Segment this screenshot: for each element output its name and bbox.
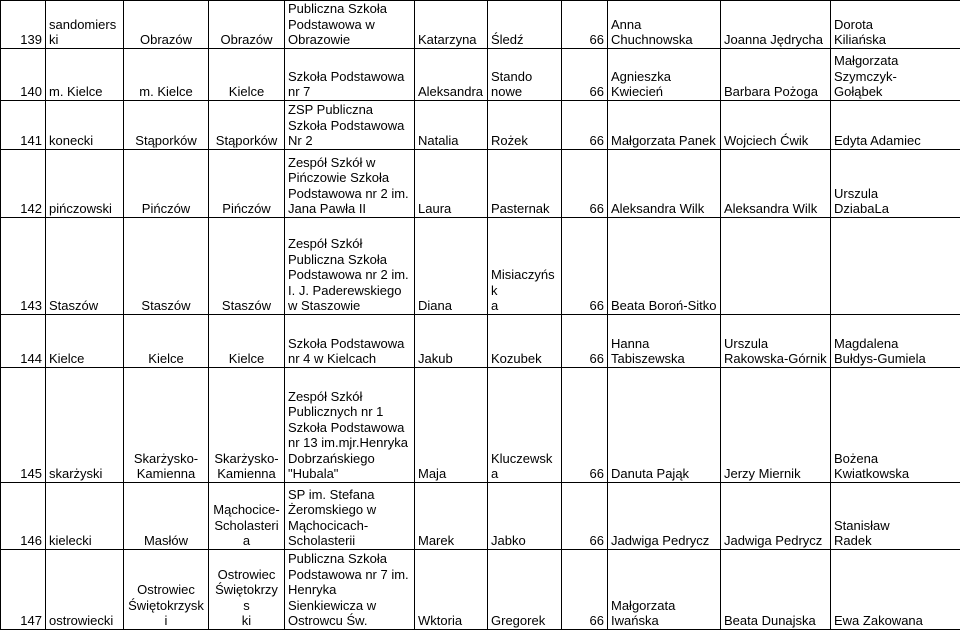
teacher-cell: Hanna Tabiszewska xyxy=(608,314,721,367)
teacher-cell: Dorota Kiliańska xyxy=(831,1,960,49)
table-row xyxy=(1,100,960,149)
teacher-cell: Barbara Pożoga xyxy=(721,48,831,100)
teacher-cell: Bożena Kwiatkowska xyxy=(831,367,960,482)
first-name-cell: Katarzyna xyxy=(415,1,488,49)
code-cell: 66 xyxy=(562,1,608,49)
code-cell: 66 xyxy=(562,314,608,367)
teacher-cell: Ewa Zakowana xyxy=(831,549,960,629)
table-row xyxy=(1,314,960,367)
town-cell: Skarżysko- Kamienna xyxy=(209,367,285,482)
town-cell: Stąporków xyxy=(209,100,285,149)
table-row xyxy=(1,482,960,549)
row-number: 141 xyxy=(1,100,46,149)
county-cell: Kielce xyxy=(46,314,124,367)
county-cell: m. Kielce xyxy=(46,48,124,100)
teacher-cell: Edyta Adamiec xyxy=(831,100,960,149)
table-row xyxy=(1,149,960,217)
county-cell: skarżyski xyxy=(46,367,124,482)
teacher-cell: Beata Dunajska xyxy=(721,549,831,629)
teacher-cell: Magdalena Bułdys-Gumiela xyxy=(831,314,960,367)
town-cell: Kielce xyxy=(209,48,285,100)
county-cell: pińczowski xyxy=(46,149,124,217)
first-name-cell: Diana xyxy=(415,217,488,314)
first-name-cell: Aleksandra xyxy=(415,48,488,100)
school-cell: Zespół Szkół w Pińczowie Szkoła Podstawowa nr 2 im. Jana Pawła II xyxy=(285,149,415,217)
teacher-cell: Małgorzata Iwańska xyxy=(608,549,721,629)
town-cell: Kielce xyxy=(209,314,285,367)
commune-cell: Staszów xyxy=(124,217,209,314)
teacher-cell: Stanisław Radek xyxy=(831,482,960,549)
commune-cell: Stąporków xyxy=(124,100,209,149)
table-row xyxy=(1,217,960,314)
teacher-cell: Jadwiga Pedrycz xyxy=(721,482,831,549)
row-number: 145 xyxy=(1,367,46,482)
first-name-cell: Wktoria xyxy=(415,549,488,629)
teacher-cell: Urszula DziabaLa xyxy=(831,149,960,217)
first-name-cell: Jakub xyxy=(415,314,488,367)
school-cell: Zespół Szkół Publicznych nr 1 Szkoła Podstawowa nr 13 im.mjr.Henryka Dobrzańskiego "Hubala" xyxy=(285,367,415,482)
row-number: 146 xyxy=(1,482,46,549)
town-cell: Staszów xyxy=(209,217,285,314)
teacher-cell: Małgorzata Panek xyxy=(608,100,721,149)
school-cell: ZSP Publiczna Szkoła Podstawowa Nr 2 xyxy=(285,100,415,149)
teacher-cell: Małgorzata Szymczyk- Gołąbek xyxy=(831,48,960,100)
county-cell: Staszów xyxy=(46,217,124,314)
commune-cell: Obrazów xyxy=(124,1,209,49)
county-cell: ostrowiecki xyxy=(46,549,124,629)
town-cell: Ostrowiec Świętokrzys ki xyxy=(209,549,285,629)
school-cell: Szkoła Podstawowa nr 7 xyxy=(285,48,415,100)
county-cell: kielecki xyxy=(46,482,124,549)
row-number: 142 xyxy=(1,149,46,217)
table-row xyxy=(1,48,960,100)
school-cell: Zespół Szkół Publiczna Szkoła Podstawowa nr 2 im. I. J. Paderewskiego w Staszowie xyxy=(285,217,415,314)
town-cell: Pińczów xyxy=(209,149,285,217)
teacher-cell: Joanna Jędrycha xyxy=(721,1,831,49)
teacher-cell xyxy=(831,217,960,314)
town-cell: Mąchocice- Scholasteria xyxy=(209,482,285,549)
first-name-cell: Laura xyxy=(415,149,488,217)
code-cell: 66 xyxy=(562,48,608,100)
last-name-cell: Gregorek xyxy=(488,549,562,629)
teacher-cell: Jadwiga Pedrycz xyxy=(608,482,721,549)
teacher-cell: Danuta Pająk xyxy=(608,367,721,482)
row-number: 143 xyxy=(1,217,46,314)
commune-cell: Ostrowiec Świętokrzyski xyxy=(124,549,209,629)
code-cell: 66 xyxy=(562,217,608,314)
last-name-cell: Kozubek xyxy=(488,314,562,367)
teacher-cell: Jerzy Miernik xyxy=(721,367,831,482)
teacher-cell: Aleksandra Wilk xyxy=(721,149,831,217)
code-cell: 66 xyxy=(562,100,608,149)
table-row xyxy=(1,1,960,49)
first-name-cell: Maja xyxy=(415,367,488,482)
row-number: 147 xyxy=(1,549,46,629)
last-name-cell: Stando nowe xyxy=(488,48,562,100)
table-row xyxy=(1,367,960,482)
code-cell: 66 xyxy=(562,549,608,629)
commune-cell: Skarżysko- Kamienna xyxy=(124,367,209,482)
table-row xyxy=(1,549,960,629)
teacher-cell: Beata Boroń-Sitko xyxy=(608,217,721,314)
last-name-cell: Śledź xyxy=(488,1,562,49)
last-name-cell: Jabko xyxy=(488,482,562,549)
town-cell: Obrazów xyxy=(209,1,285,49)
code-cell: 66 xyxy=(562,367,608,482)
row-number: 140 xyxy=(1,48,46,100)
last-name-cell: Pasternak xyxy=(488,149,562,217)
school-cell: Publiczna Szkoła Podstawowa w Obrazowie xyxy=(285,1,415,49)
commune-cell: Masłów xyxy=(124,482,209,549)
commune-cell: Kielce xyxy=(124,314,209,367)
teacher-cell: Agnieszka Kwiecień xyxy=(608,48,721,100)
teacher-cell: Anna Chuchnowska xyxy=(608,1,721,49)
commune-cell: Pińczów xyxy=(124,149,209,217)
last-name-cell: Rożek xyxy=(488,100,562,149)
teacher-cell: Wojciech Ćwik xyxy=(721,100,831,149)
school-cell: Szkoła Podstawowa nr 4 w Kielcach xyxy=(285,314,415,367)
teacher-cell: Aleksandra Wilk xyxy=(608,149,721,217)
row-number: 144 xyxy=(1,314,46,367)
school-cell: Publiczna Szkoła Podstawowa nr 7 im. Henryka Sienkiewicza w Ostrowcu Św. xyxy=(285,549,415,629)
code-cell: 66 xyxy=(562,149,608,217)
code-cell: 66 xyxy=(562,482,608,549)
first-name-cell: Marek xyxy=(415,482,488,549)
county-cell: sandomiers ki xyxy=(46,1,124,49)
row-number: 139 xyxy=(1,1,46,49)
county-cell: konecki xyxy=(46,100,124,149)
commune-cell: m. Kielce xyxy=(124,48,209,100)
last-name-cell: Misiaczyńsk a xyxy=(488,217,562,314)
first-name-cell: Natalia xyxy=(415,100,488,149)
teacher-cell: Urszula Rakowska-Górnik xyxy=(721,314,831,367)
school-cell: SP im. Stefana Żeromskiego w Mąchocicach- Scholasterii xyxy=(285,482,415,549)
last-name-cell: Kluczewska xyxy=(488,367,562,482)
teacher-cell xyxy=(721,217,831,314)
